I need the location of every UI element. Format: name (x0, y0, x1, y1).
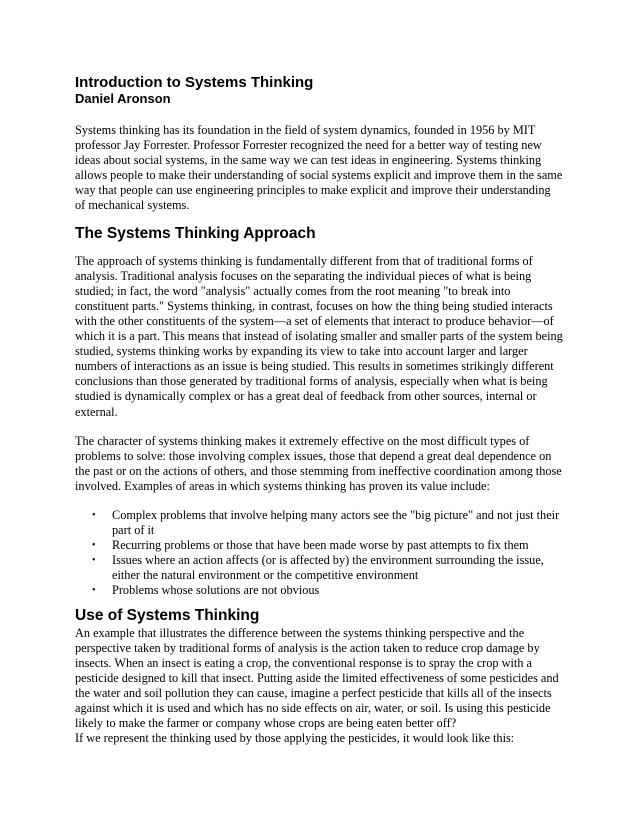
approach-paragraph-1: The approach of systems thinking is fundamentally different from that of traditional forms of analysis. Traditional analysis focuses on the separating the individual pieces of what is being studied; in fact, the word "analysis" actually comes from the root meaning "to break into constituent parts." Systems thinking, in contrast, focuses on how the thing being studied interacts with the other constituents of the system—a set of elements that interact to produce behavior—of which it is a part. This means that instead of isolating smaller and smaller parts of the system being studied, systems thinking works by expanding its view to take into account larger and larger numbers of interactions as an issue is being studied. This results in sometimes strikingly different conclusions than those generated by traditional forms of analysis, especially when what is being studied is dynamically complex or has a great deal of feedback from other sources, internal or external. (75, 253, 563, 419)
list-item-text: Issues where an action affects (or is affected by) the environment surrounding the issue, either the natural environment or the competitive environment (112, 553, 544, 583)
list-item-text: Recurring problems or those that have been made worse by past attempts to fix them (112, 538, 529, 553)
list-item-text: Complex problems that involve helping many actors see the "big picture" and not just their part of it (112, 507, 560, 538)
section-heading-approach: The Systems Thinking Approach (75, 224, 316, 242)
document-author: Daniel Aronson (75, 91, 171, 106)
list-item (92, 583, 563, 598)
use-paragraph-1: An example that illustrates the difference between the systems thinking perspective and the perspective taken by traditional forms of analysis is the action taken to reduce crop damage by insects. When an insect is eating a crop, the conventional response is to spray the crop with a pesticide designed to kill that insect. Putting aside the limited effectiveness of some pesticides and the water and soil pollution they can cause, imagine a perfect pesticide that kills all of the insects against which it is used and which has no side effects on air, water, or soil. Is using this pesticide likely to make the farmer or company whose crops are being eaten better off? (75, 625, 559, 731)
list-item-text: Problems whose solutions are not obvious (112, 583, 320, 598)
intro-paragraph: Systems thinking has its foundation in the field of system dynamics, founded in 1956 by MIT professor Jay Forrester. Professor Forrester recognized the need for a better way of testing new ideas about social systems, in the same way we can test ideas in engineering. Systems thinking allows people to make their understanding of social systems explicit and improve them in the same way that people can use engineering principles to make explicit and improve their understanding of mechanical systems. (75, 123, 563, 213)
examples-list (75, 508, 563, 599)
list-item (92, 507, 563, 538)
list-item (92, 538, 563, 553)
bullet-icon: • (92, 555, 96, 567)
list-item (92, 553, 563, 583)
approach-paragraph-2: The character of systems thinking makes it extremely effective on the most difficult types of problems to solve: those involving complex issues, those that depend a great deal dependence on the past or on the actions of others, and those stemming from ineffective coordination among those involved. Examples of areas in which systems thinking has proven its value include: (75, 433, 562, 493)
document-page (75, 74, 563, 746)
bullet-icon: • (92, 540, 96, 552)
bullet-icon: • (92, 509, 96, 521)
document-title: Introduction to Systems Thinking (75, 74, 314, 91)
section-heading-use: Use of Systems Thinking (75, 606, 260, 624)
bullet-icon: • (92, 585, 96, 597)
use-paragraph-2: If we represent the thinking used by those applying the pesticides, it would look like this: (75, 731, 515, 746)
